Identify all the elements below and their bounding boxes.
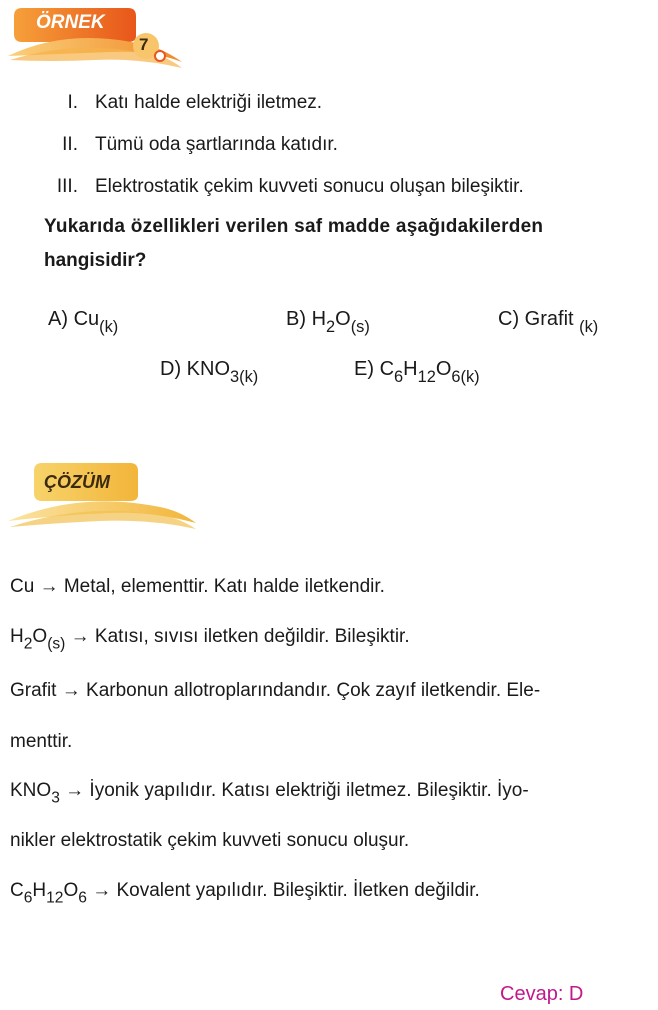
option-c xyxy=(498,308,599,336)
solution-formula: Cu xyxy=(10,576,35,597)
option-formula: Grafit xyxy=(524,308,574,330)
solution-text: Katısı, sıvısı iletken değildir. Bileşiktir. xyxy=(94,626,410,647)
solution-formula-o: O xyxy=(32,626,48,647)
option-e xyxy=(354,358,480,386)
solution-line-3-continued: menttir. xyxy=(10,731,73,752)
statement-2 xyxy=(0,134,658,158)
statement-text: Katı halde elektriği iletmez. xyxy=(95,92,323,113)
question xyxy=(44,210,650,278)
solution-line-3 xyxy=(10,680,540,702)
option-a xyxy=(48,308,119,336)
solution-subscript: 6 xyxy=(23,889,33,907)
option-d xyxy=(160,358,259,386)
solution-line-2 xyxy=(10,626,410,653)
arrow-icon: → xyxy=(61,680,81,701)
example-number: 7 xyxy=(139,35,149,54)
option-subscript: 6(k) xyxy=(451,367,480,386)
solution-subscript: 6 xyxy=(78,889,87,907)
statement-3 xyxy=(0,176,658,200)
solution-badge xyxy=(0,455,210,545)
option-formula: Cu xyxy=(73,308,100,330)
option-subscript: 2 xyxy=(326,317,336,336)
option-subscript: (k) xyxy=(99,317,119,336)
statement-1 xyxy=(0,92,658,116)
option-subscript: 6 xyxy=(394,367,404,386)
option-formula-c: C xyxy=(379,358,395,380)
option-letter: E) xyxy=(354,358,374,380)
option-b xyxy=(286,308,370,336)
statement-numeral: II. xyxy=(62,134,78,155)
solution-line-4 xyxy=(10,780,529,807)
solution-subscript: 2 xyxy=(23,635,33,653)
example-badge xyxy=(0,0,200,80)
option-subscript: (s) xyxy=(350,317,370,336)
option-letter: B) xyxy=(286,308,306,330)
solution-formula: KNO xyxy=(10,780,52,801)
solution-subscript: 12 xyxy=(46,889,64,907)
solution-formula-o: O xyxy=(63,880,79,901)
arrow-icon: → xyxy=(70,626,90,647)
solution-badge-label: ÇÖZÜM xyxy=(44,472,110,492)
option-subscript: 3(k) xyxy=(230,367,259,386)
option-formula-h: H xyxy=(311,308,327,330)
option-subscript: 12 xyxy=(417,367,436,386)
option-formula: KNO xyxy=(186,358,231,380)
solution-formula-h: H xyxy=(10,626,24,647)
solution-text: Karbonun allotroplarındandır. Çok zayıf iletkendir. Ele- xyxy=(86,680,541,701)
solution-formula: Grafit xyxy=(10,680,57,701)
solution-subscript: 3 xyxy=(51,789,60,807)
option-subscript: (k) xyxy=(579,317,599,336)
solution-line-4-continued: nikler elektrostatik çekim kuvveti sonucu oluşur. xyxy=(10,830,410,851)
example-badge-label: ÖRNEK xyxy=(36,12,105,33)
option-letter: C) xyxy=(498,308,520,330)
question-line-2: hangisidir? xyxy=(44,250,147,271)
solution-text: İyonik yapılıdır. Katısı elektriği iletmez. Bileşiktir. İyo- xyxy=(89,780,529,801)
option-formula-o: O xyxy=(435,358,452,380)
answer: Cevap: D xyxy=(500,983,584,1005)
option-formula-h: H xyxy=(403,358,418,380)
solution-badge-swoosh xyxy=(0,455,210,545)
solution-line-1 xyxy=(10,576,385,598)
solution-formula-h: H xyxy=(32,880,47,901)
solution-formula-c: C xyxy=(10,880,24,901)
solution-line-5 xyxy=(10,880,480,907)
solution-text: Metal, elementtir. Katı halde iletkendir. xyxy=(63,576,385,597)
statement-text: Tümü oda şartlarında katıdır. xyxy=(95,134,338,155)
option-letter: D) xyxy=(160,358,182,380)
question-line-1: Yukarıda özellikleri verilen saf madde aşağıdakilerden xyxy=(44,216,544,237)
solution-subscript: (s) xyxy=(47,635,66,653)
statement-text: Elektrostatik çekim kuvveti sonucu oluşan bileşiktir. xyxy=(95,176,524,197)
option-formula-o: O xyxy=(335,308,351,330)
arrow-icon: → xyxy=(65,780,85,801)
arrow-icon: → xyxy=(39,576,59,597)
solution-text: Kovalent yapılıdır. Bileşiktir. İletken değildir. xyxy=(116,880,480,901)
option-letter: A) xyxy=(48,308,68,330)
statement-numeral: I. xyxy=(67,92,78,113)
statement-numeral: III. xyxy=(56,176,78,197)
arrow-icon: → xyxy=(92,880,112,901)
